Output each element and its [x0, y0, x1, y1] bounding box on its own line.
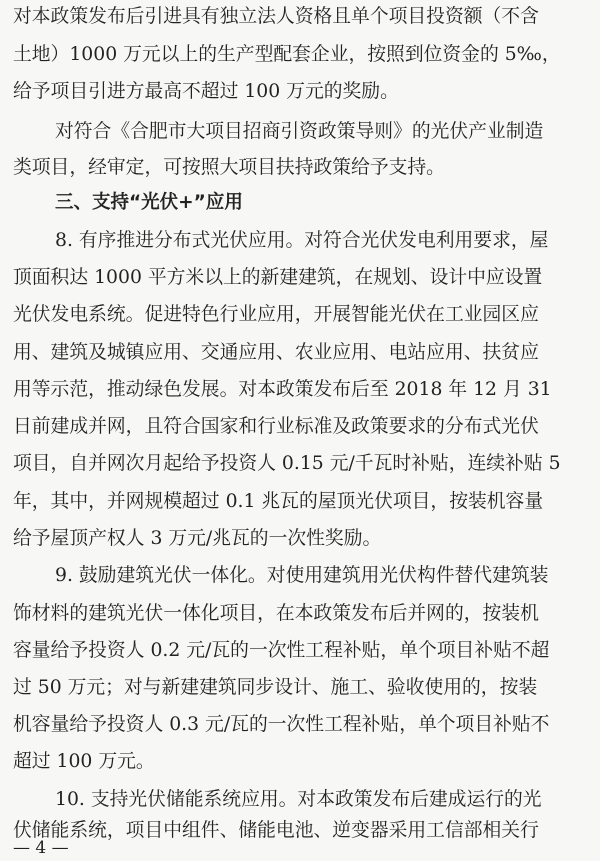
text-line: 类项目，经审定，可按照大项目扶持政策给予支持。 [13, 157, 445, 178]
paragraph-start-line: 对符合《合肥市大项目招商引资政策导则》的光伏产业制造 [55, 121, 544, 142]
paragraph-start-line: 10. 支持光伏储能系统应用。对本政策发布后建成运行的光 [55, 789, 542, 810]
text-line: 给予屋顶产权人 3 万元/兆瓦的一次性奖励。 [13, 528, 382, 549]
text-line: 用、建筑及城镇应用、交通应用、农业应用、电站应用、扶贫应 [13, 342, 539, 363]
text-line: 超过 100 万元。 [13, 751, 155, 772]
text-line: 土地）1000 万元以上的生产型配套企业，按照到位资金的 5‰， [13, 44, 561, 65]
paragraph-start-line: 9. 鼓励建筑光伏一体化。对使用建筑用光伏构件替代建筑装 [55, 565, 549, 586]
text-line: 用等示范，推动绿色发展。对本政策发布后至 2018 年 12 月 31 [13, 379, 552, 400]
text-line: 给予项目引进方最高不超过 100 万元的奖励。 [13, 81, 399, 102]
text-line: 对本政策发布后引进具有独立法人资格且单个项目投资额（不含 [13, 6, 539, 27]
page-number: — 4 — [13, 838, 69, 858]
paragraph-start-line: 8. 有序推进分布式光伏应用。对符合光伏发电利用要求，屋 [55, 230, 549, 251]
text-line: 过 50 万元；对与新建建筑同步设计、施工、验收使用的，按装 [13, 677, 538, 698]
text-line: 容量给予投资人 0.2 元/瓦的一次性工程补贴，单个项目补贴不超 [13, 640, 550, 661]
text-line: 日前建成并网，且符合国家和行业标准及政策要求的分布式光伏 [13, 416, 539, 437]
text-line: 年，其中，并网规模超过 0.1 兆瓦的屋顶光伏项目，按装机容量 [13, 491, 544, 512]
text-line: 饰材料的建筑光伏一体化项目，在本政策发布后并网的，按装机 [13, 603, 539, 624]
text-line: 光伏发电系统。促进特色行业应用，开展智能光伏在工业园区应 [13, 304, 539, 325]
section-heading: 三、支持“光伏+”应用 [55, 192, 243, 213]
text-line: 伏储能系统，项目中组件、储能电池、逆变器采用工信部相关行 [13, 820, 539, 841]
text-line: 项目，自并网次月起给予投资人 0.15 元/千瓦时补贴，连续补贴 5 [13, 453, 561, 474]
text-line: 机容量给予投资人 0.3 元/瓦的一次性工程补贴，单个项目补贴不 [13, 714, 550, 735]
text-line: 顶面积达 1000 平方米以上的新建建筑，在规划、设计中应设置 [13, 267, 543, 288]
